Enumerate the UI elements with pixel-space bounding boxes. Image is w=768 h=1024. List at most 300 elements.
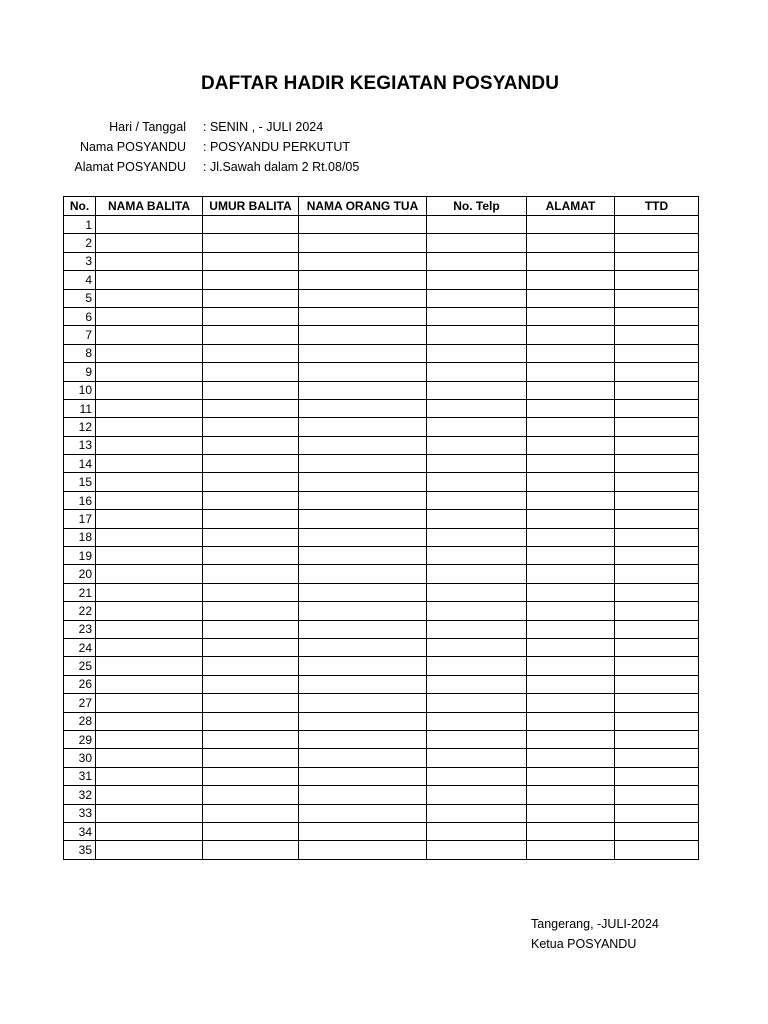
table-cell[interactable] (527, 620, 615, 638)
table-cell[interactable] (615, 712, 699, 730)
table-cell[interactable] (299, 583, 427, 601)
table-cell[interactable] (427, 418, 527, 436)
table-cell[interactable] (615, 436, 699, 454)
table-row (64, 547, 699, 565)
table-cell[interactable] (203, 822, 299, 840)
attendance-table (63, 196, 699, 860)
table-cell[interactable] (527, 675, 615, 693)
row-number: 32 (64, 786, 96, 804)
table-cell[interactable] (427, 289, 527, 307)
table-cell[interactable] (615, 399, 699, 417)
table-cell[interactable] (299, 307, 427, 325)
row-number: 16 (64, 491, 96, 509)
table-row (64, 749, 699, 767)
table-cell[interactable] (615, 252, 699, 270)
table-cell[interactable] (96, 252, 203, 270)
table-cell[interactable] (527, 804, 615, 822)
row-number: 5 (64, 289, 96, 307)
row-number: 10 (64, 381, 96, 399)
row-number: 7 (64, 326, 96, 344)
table-cell[interactable] (615, 216, 699, 234)
table-cell[interactable] (615, 363, 699, 381)
table-cell[interactable] (203, 602, 299, 620)
table-cell[interactable] (299, 234, 427, 252)
table-cell[interactable] (299, 804, 427, 822)
table-row (64, 363, 699, 381)
table-row (64, 565, 699, 583)
table-cell[interactable] (427, 657, 527, 675)
table-cell[interactable] (527, 730, 615, 748)
table-cell[interactable] (96, 822, 203, 840)
table-cell[interactable] (527, 344, 615, 362)
row-number: 19 (64, 547, 96, 565)
table-row (64, 767, 699, 785)
row-number: 14 (64, 455, 96, 473)
table-cell[interactable] (615, 822, 699, 840)
table-cell[interactable] (299, 786, 427, 804)
table-cell[interactable] (203, 620, 299, 638)
table-cell[interactable] (96, 491, 203, 509)
table-row (64, 841, 699, 859)
table-row (64, 436, 699, 454)
row-number: 11 (64, 399, 96, 417)
table-cell[interactable] (96, 583, 203, 601)
table-cell[interactable] (427, 216, 527, 234)
table-row (64, 344, 699, 362)
table-cell[interactable] (427, 712, 527, 730)
column-header-no: No. (64, 197, 96, 216)
row-number: 2 (64, 234, 96, 252)
table-cell[interactable] (96, 547, 203, 565)
table-row (64, 510, 699, 528)
table-cell[interactable] (527, 216, 615, 234)
table-cell[interactable] (203, 271, 299, 289)
row-number: 34 (64, 822, 96, 840)
table-cell[interactable] (203, 326, 299, 344)
row-number: 23 (64, 620, 96, 638)
table-cell[interactable] (203, 363, 299, 381)
table-row (64, 252, 699, 270)
table-cell[interactable] (615, 620, 699, 638)
table-cell[interactable] (299, 326, 427, 344)
table-cell[interactable] (615, 675, 699, 693)
table-cell[interactable] (299, 528, 427, 546)
table-cell[interactable] (299, 473, 427, 491)
table-cell[interactable] (615, 381, 699, 399)
table-cell[interactable] (203, 491, 299, 509)
table-cell[interactable] (615, 730, 699, 748)
table-cell[interactable] (615, 418, 699, 436)
table-cell[interactable] (299, 565, 427, 583)
table-cell[interactable] (527, 473, 615, 491)
table-cell[interactable] (527, 528, 615, 546)
table-cell[interactable] (299, 455, 427, 473)
table-cell[interactable] (527, 381, 615, 399)
table-cell[interactable] (615, 528, 699, 546)
table-cell[interactable] (96, 657, 203, 675)
table-cell[interactable] (203, 252, 299, 270)
table-cell[interactable] (96, 730, 203, 748)
table-cell[interactable] (427, 528, 527, 546)
table-row (64, 822, 699, 840)
column-header-nama-orang-tua: NAMA ORANG TUA (299, 197, 427, 216)
table-row (64, 620, 699, 638)
table-cell[interactable] (427, 602, 527, 620)
row-number: 33 (64, 804, 96, 822)
table-cell[interactable] (96, 638, 203, 656)
table-cell[interactable] (96, 767, 203, 785)
table-cell[interactable] (527, 657, 615, 675)
table-cell[interactable] (427, 344, 527, 362)
table-cell[interactable] (96, 804, 203, 822)
table-cell[interactable] (299, 216, 427, 234)
table-cell[interactable] (427, 473, 527, 491)
table-cell[interactable] (615, 841, 699, 859)
table-cell[interactable] (203, 455, 299, 473)
table-cell[interactable] (96, 841, 203, 859)
table-cell[interactable] (527, 767, 615, 785)
table-cell[interactable] (427, 547, 527, 565)
table-cell[interactable] (427, 307, 527, 325)
table-row (64, 307, 699, 325)
table-row (64, 638, 699, 656)
column-header-telp: No. Telp (427, 197, 527, 216)
table-cell[interactable] (527, 712, 615, 730)
table-cell[interactable] (96, 712, 203, 730)
table-cell[interactable] (427, 381, 527, 399)
table-row (64, 455, 699, 473)
table-cell[interactable] (96, 216, 203, 234)
table-cell[interactable] (527, 307, 615, 325)
row-number: 25 (64, 657, 96, 675)
table-cell[interactable] (96, 381, 203, 399)
table-cell[interactable] (299, 675, 427, 693)
table-cell[interactable] (527, 602, 615, 620)
table-cell[interactable] (427, 638, 527, 656)
row-number: 4 (64, 271, 96, 289)
table-cell[interactable] (299, 620, 427, 638)
table-cell[interactable] (527, 491, 615, 509)
column-header-ttd: TTD (615, 197, 699, 216)
table-cell[interactable] (615, 657, 699, 675)
table-cell[interactable] (527, 363, 615, 381)
table-cell[interactable] (203, 547, 299, 565)
table-cell[interactable] (427, 565, 527, 583)
info-label: Nama POSYANDU (79, 140, 186, 154)
table-row (64, 381, 699, 399)
table-cell[interactable] (427, 326, 527, 344)
table-cell[interactable] (527, 399, 615, 417)
info-value: : Jl.Sawah dalam 2 Rt.08/05 (203, 160, 360, 174)
table-cell[interactable] (427, 455, 527, 473)
table-cell[interactable] (615, 565, 699, 583)
table-cell[interactable] (527, 510, 615, 528)
table-cell[interactable] (203, 216, 299, 234)
table-row (64, 271, 699, 289)
table-cell[interactable] (96, 694, 203, 712)
table-row (64, 730, 699, 748)
table-cell[interactable] (203, 583, 299, 601)
row-number: 12 (64, 418, 96, 436)
table-cell[interactable] (615, 547, 699, 565)
table-cell[interactable] (299, 712, 427, 730)
table-cell[interactable] (615, 694, 699, 712)
info-value: : SENIN , - JULI 2024 (203, 120, 324, 134)
table-header-row (64, 197, 699, 216)
table-cell[interactable] (299, 510, 427, 528)
table-cell[interactable] (96, 399, 203, 417)
table-cell[interactable] (427, 583, 527, 601)
table-cell[interactable] (427, 620, 527, 638)
row-number: 13 (64, 436, 96, 454)
table-cell[interactable] (203, 510, 299, 528)
table-row (64, 491, 699, 509)
table-row (64, 786, 699, 804)
table-cell[interactable] (299, 344, 427, 362)
table-cell[interactable] (203, 730, 299, 748)
document-title: DAFTAR HADIR KEGIATAN POSYANDU (200, 73, 560, 94)
row-number: 27 (64, 694, 96, 712)
table-row (64, 528, 699, 546)
table-cell[interactable] (427, 510, 527, 528)
table-cell[interactable] (299, 399, 427, 417)
row-number: 1 (64, 216, 96, 234)
table-cell[interactable] (203, 675, 299, 693)
table-cell[interactable] (299, 657, 427, 675)
table-cell[interactable] (615, 602, 699, 620)
table-cell[interactable] (427, 786, 527, 804)
table-cell[interactable] (299, 694, 427, 712)
table-row (64, 583, 699, 601)
row-number: 8 (64, 344, 96, 362)
table-row (64, 657, 699, 675)
table-cell[interactable] (615, 638, 699, 656)
table-cell[interactable] (615, 307, 699, 325)
table-cell[interactable] (615, 234, 699, 252)
signature-role: Ketua POSYANDU (531, 937, 637, 951)
table-cell[interactable] (96, 675, 203, 693)
table-cell[interactable] (299, 491, 427, 509)
table-cell[interactable] (299, 547, 427, 565)
table-cell[interactable] (427, 271, 527, 289)
table-cell[interactable] (96, 565, 203, 583)
table-cell[interactable] (96, 749, 203, 767)
table-cell[interactable] (427, 749, 527, 767)
row-number: 28 (64, 712, 96, 730)
table-cell[interactable] (299, 418, 427, 436)
table-cell[interactable] (203, 418, 299, 436)
table-cell[interactable] (427, 767, 527, 785)
table-cell[interactable] (527, 436, 615, 454)
table-cell[interactable] (203, 712, 299, 730)
table-cell[interactable] (299, 767, 427, 785)
table-cell[interactable] (96, 786, 203, 804)
column-header-alamat: ALAMAT (527, 197, 615, 216)
table-cell[interactable] (96, 602, 203, 620)
row-number: 22 (64, 602, 96, 620)
row-number: 15 (64, 473, 96, 491)
table-cell[interactable] (203, 399, 299, 417)
row-number: 31 (64, 767, 96, 785)
table-row (64, 418, 699, 436)
table-row (64, 234, 699, 252)
table-cell[interactable] (203, 804, 299, 822)
table-cell[interactable] (427, 822, 527, 840)
table-cell[interactable] (299, 822, 427, 840)
table-cell[interactable] (615, 804, 699, 822)
table-cell[interactable] (96, 344, 203, 362)
table-cell[interactable] (615, 344, 699, 362)
table-cell[interactable] (203, 289, 299, 307)
signature-block (531, 914, 659, 954)
table-cell[interactable] (527, 547, 615, 565)
table-cell[interactable] (527, 786, 615, 804)
table-cell[interactable] (96, 473, 203, 491)
table-cell[interactable] (615, 749, 699, 767)
table-cell[interactable] (96, 510, 203, 528)
table-row (64, 216, 699, 234)
table-cell[interactable] (203, 473, 299, 491)
table-cell[interactable] (203, 841, 299, 859)
row-number: 29 (64, 730, 96, 748)
table-cell[interactable] (527, 822, 615, 840)
table-cell[interactable] (203, 638, 299, 656)
table-cell[interactable] (299, 436, 427, 454)
signature-place-date: Tangerang, -JULI-2024 (531, 917, 659, 931)
table-cell[interactable] (299, 602, 427, 620)
table-cell[interactable] (615, 473, 699, 491)
table-cell[interactable] (299, 841, 427, 859)
table-cell[interactable] (527, 271, 615, 289)
table-cell[interactable] (299, 381, 427, 399)
table-row (64, 289, 699, 307)
table-row (64, 694, 699, 712)
table-cell[interactable] (96, 234, 203, 252)
table-cell[interactable] (203, 657, 299, 675)
table-cell[interactable] (299, 289, 427, 307)
table-cell[interactable] (203, 528, 299, 546)
table-cell[interactable] (427, 491, 527, 509)
table-cell[interactable] (203, 786, 299, 804)
table-cell[interactable] (615, 326, 699, 344)
table-cell[interactable] (527, 841, 615, 859)
table-cell[interactable] (427, 436, 527, 454)
table-cell[interactable] (427, 730, 527, 748)
row-number: 20 (64, 565, 96, 583)
table-cell[interactable] (527, 252, 615, 270)
table-cell[interactable] (615, 510, 699, 528)
table-cell[interactable] (527, 565, 615, 583)
table-cell[interactable] (527, 418, 615, 436)
table-cell[interactable] (615, 271, 699, 289)
table-cell[interactable] (299, 252, 427, 270)
table-cell[interactable] (527, 455, 615, 473)
table-cell[interactable] (615, 491, 699, 509)
table-cell[interactable] (299, 749, 427, 767)
table-cell[interactable] (203, 565, 299, 583)
table-cell[interactable] (96, 363, 203, 381)
table-cell[interactable] (299, 638, 427, 656)
table-cell[interactable] (203, 234, 299, 252)
table-cell[interactable] (96, 289, 203, 307)
table-body (64, 216, 699, 860)
info-label: Hari / Tanggal (109, 120, 186, 134)
table-cell[interactable] (299, 271, 427, 289)
table-cell[interactable] (615, 786, 699, 804)
table-cell[interactable] (299, 730, 427, 748)
table-cell[interactable] (203, 436, 299, 454)
table-cell[interactable] (96, 418, 203, 436)
table-row (64, 675, 699, 693)
table-cell[interactable] (527, 326, 615, 344)
table-cell[interactable] (203, 767, 299, 785)
row-number: 30 (64, 749, 96, 767)
table-cell[interactable] (527, 289, 615, 307)
table-cell[interactable] (427, 234, 527, 252)
info-value: : POSYANDU PERKUTUT (203, 140, 351, 154)
table-cell[interactable] (96, 271, 203, 289)
table-row (64, 712, 699, 730)
table-cell[interactable] (203, 307, 299, 325)
row-number: 17 (64, 510, 96, 528)
table-cell[interactable] (96, 307, 203, 325)
row-number: 9 (64, 363, 96, 381)
row-number: 6 (64, 307, 96, 325)
table-row (64, 399, 699, 417)
table-row (64, 473, 699, 491)
table-cell[interactable] (299, 363, 427, 381)
table-cell[interactable] (427, 252, 527, 270)
table-cell[interactable] (615, 289, 699, 307)
table-cell[interactable] (427, 694, 527, 712)
table-cell[interactable] (96, 528, 203, 546)
table-row (64, 326, 699, 344)
table-row (64, 804, 699, 822)
table-cell[interactable] (427, 804, 527, 822)
table-cell[interactable] (527, 638, 615, 656)
table-cell[interactable] (203, 381, 299, 399)
row-number: 26 (64, 675, 96, 693)
table-cell[interactable] (96, 455, 203, 473)
table-cell[interactable] (203, 344, 299, 362)
table-cell[interactable] (203, 694, 299, 712)
table-cell[interactable] (615, 583, 699, 601)
table-cell[interactable] (427, 841, 527, 859)
table-cell[interactable] (427, 363, 527, 381)
column-header-nama-balita: NAMA BALITA (96, 197, 203, 216)
column-header-umur-balita: UMUR BALITA (203, 197, 299, 216)
info-label: Alamat POSYANDU (74, 160, 186, 174)
row-number: 35 (64, 841, 96, 859)
table-row (64, 602, 699, 620)
table-cell[interactable] (203, 749, 299, 767)
table-cell[interactable] (527, 694, 615, 712)
table-cell[interactable] (427, 675, 527, 693)
row-number: 24 (64, 638, 96, 656)
table-cell[interactable] (96, 436, 203, 454)
table-cell[interactable] (527, 234, 615, 252)
row-number: 18 (64, 528, 96, 546)
table-cell[interactable] (527, 583, 615, 601)
table-cell[interactable] (527, 749, 615, 767)
table-cell[interactable] (615, 767, 699, 785)
row-number: 3 (64, 252, 96, 270)
row-number: 21 (64, 583, 96, 601)
table-cell[interactable] (615, 455, 699, 473)
table-cell[interactable] (96, 620, 203, 638)
table-cell[interactable] (427, 399, 527, 417)
table-cell[interactable] (96, 326, 203, 344)
